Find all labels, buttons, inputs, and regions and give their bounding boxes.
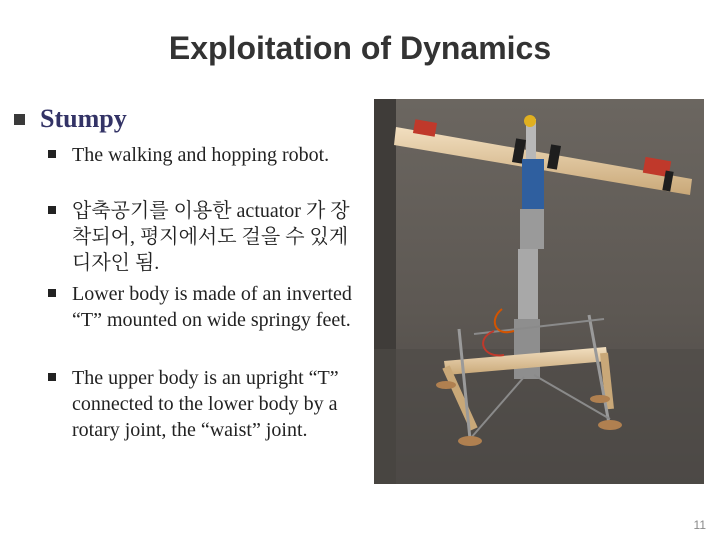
bullet-item [48,142,368,168]
bullet-text: The upper body is an upright “T” connected to the lower body by a rotary joint, the “waist” joint. [72,367,339,441]
bullet-item [48,281,368,333]
heading-bullet-icon [14,114,25,125]
robot-illustration [374,99,704,484]
robot-photo [374,99,704,484]
slide-title: Exploitation of Dynamics [168,30,552,66]
bullet-text: 압축공기를 이용한 actuator 가 장착되어, 평지에서도 걸을 수 있게 디자인 됨. [72,200,350,274]
bullet-text: The walking and hopping robot. [72,144,330,166]
bullet-text: Lower body is made of an inverted “T” mounted on wide springy feet. [72,283,352,331]
square-bullet-icon [48,150,56,158]
page-number: 11 [693,518,706,532]
heading-stumpy: Stumpy [40,104,127,133]
square-bullet-icon [48,289,56,297]
square-bullet-icon [48,373,56,381]
square-bullet-icon [48,206,56,214]
bullet-item [48,198,368,276]
bullet-item [48,365,368,443]
